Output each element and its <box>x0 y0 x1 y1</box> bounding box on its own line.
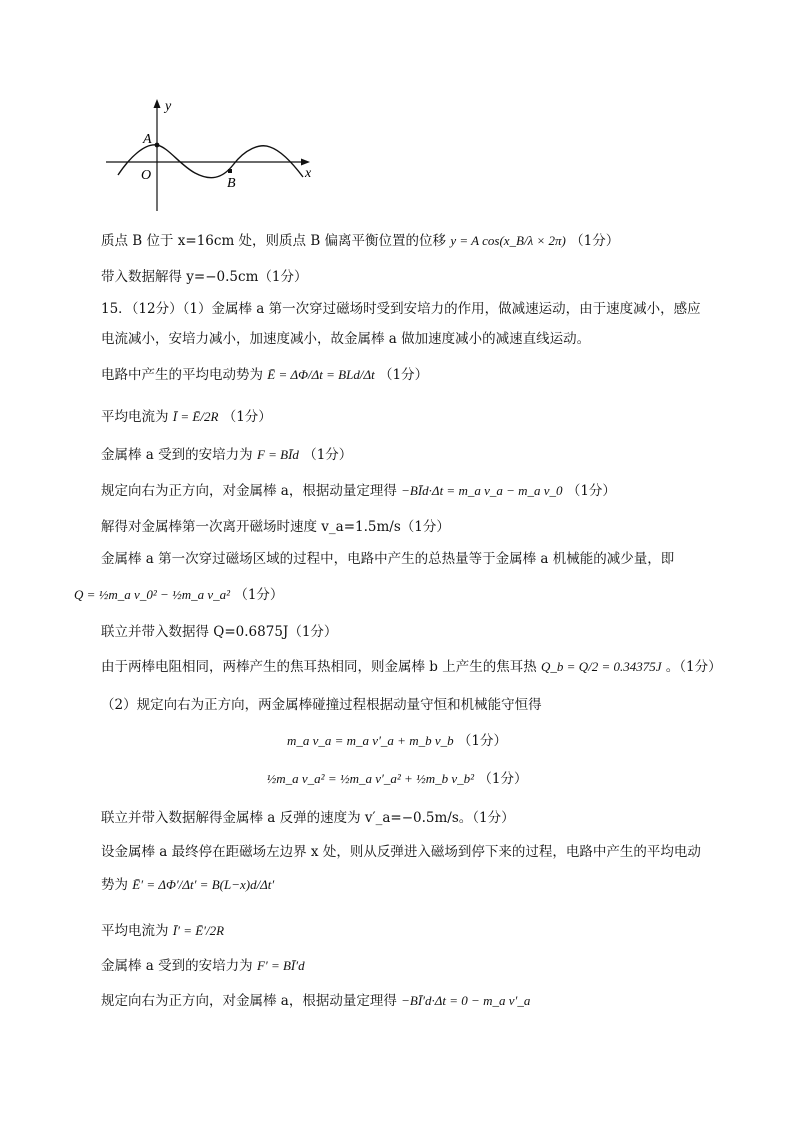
line-9 <box>101 518 450 536</box>
text-19: 势为 <box>101 877 128 893</box>
line-20 <box>101 922 224 940</box>
point-A <box>155 143 160 148</box>
text-3: 15．（12分）（1）金属棒 a 第一次穿过磁场时受到安培力的作用，做减速运动，由于速度减小，感应 <box>101 301 701 317</box>
label-A: A <box>143 132 152 147</box>
text-4: 电流减小，安培力减小，加速度减小，故金属棒 a 做加速度减小的减速直线运动。 <box>101 331 591 347</box>
text-20: 平均电流为 <box>101 923 169 939</box>
label-x: x <box>305 166 312 181</box>
eq-16: ½m_a v_a² = ½m_a v′_a² + ½m_b v_b² <box>266 771 475 786</box>
text-6: 平均电流为 <box>101 409 169 425</box>
eq-8: −BĪd·Δt = m_a v_a − m_a v_0 <box>401 483 563 498</box>
line-4 <box>101 330 590 348</box>
line-6 <box>101 408 272 426</box>
text-13: 由于两棒电阻相同，两棒产生的焦耳热相同，则金属棒 b 上产生的焦耳热 <box>101 659 537 675</box>
text-12: 联立并带入数据得 Q=0.6875J（1分） <box>101 624 338 640</box>
eq-13: Q_b = Q/2 = 0.34375J <box>541 659 662 674</box>
score-15: （1分） <box>457 733 507 749</box>
line-10 <box>101 550 674 568</box>
x-axis-arrow <box>301 159 310 166</box>
line-15 <box>0 732 794 750</box>
line-16 <box>0 770 794 788</box>
eq-7: F = BĪd <box>256 447 299 462</box>
point-B <box>228 169 232 173</box>
eq-21: F′ = BĪ′d <box>256 958 305 973</box>
text-1: 质点 B 位于 x=16cm 处，则质点 B 偏离平衡位置的位移 <box>101 233 447 249</box>
eq-15: m_a v_a = m_a v′_a + m_b v_b <box>286 733 454 748</box>
eq-20: Ī′ = Ē′/2R <box>172 923 225 938</box>
score-6: （1分） <box>222 409 272 425</box>
text-22: 规定向右为正方向，对金属棒 a，根据动量定理得 <box>101 993 397 1009</box>
line-5 <box>101 366 428 384</box>
line-19 <box>101 876 274 894</box>
score-16: （1分） <box>478 771 528 787</box>
line-11 <box>74 586 283 604</box>
text-21: 金属棒 a 受到的安培力为 <box>101 958 253 974</box>
y-axis-arrow <box>154 99 161 108</box>
label-y: y <box>165 99 172 114</box>
line-22 <box>101 992 530 1010</box>
line-2 <box>101 268 307 286</box>
score-11: （1分） <box>234 587 284 603</box>
text-17: 联立并带入数据解得金属棒 a 反弹的速度为 v′_a=−0.5m/s。（1分） <box>101 810 515 826</box>
score-8: （1分） <box>566 483 616 499</box>
line-7 <box>101 446 352 464</box>
text-10: 金属棒 a 第一次穿过磁场区域的过程中，电路中产生的总热量等于金属棒 a 机械能的减少量，即 <box>101 551 675 567</box>
line-3 <box>101 300 701 318</box>
score-7: （1分） <box>303 447 353 463</box>
text-8: 规定向右为正方向，对金属棒 a，根据动量定理得 <box>101 483 397 499</box>
line-14 <box>101 696 542 714</box>
eq-11: Q = ½m_a v_0² − ½m_a v_a² <box>74 587 231 602</box>
line-17 <box>101 809 515 827</box>
text-2: 带入数据解得 y=−0.5cm（1分） <box>101 269 308 285</box>
wave-figure <box>100 95 330 215</box>
label-B: B <box>227 176 236 191</box>
text-18: 设金属棒 a 最终停在距磁场左边界 x 处，则从反弹进入磁场到停下来的过程，电路中产生的平均电动 <box>101 844 701 860</box>
score-5: （1分） <box>378 367 429 383</box>
eq-22: −BĪ′d·Δt = 0 − m_a v′_a <box>401 993 531 1008</box>
score-13: 。（1分） <box>665 659 722 675</box>
text-9: 解得对金属棒第一次离开磁场时速度 v_a=1.5m/s（1分） <box>101 519 450 535</box>
text-5: 电路中产生的平均电动势为 <box>101 367 263 383</box>
line-13 <box>101 658 722 676</box>
line-1 <box>101 232 619 250</box>
line-12 <box>101 623 337 641</box>
text-14: （2）规定向右为正方向，两金属棒碰撞过程根据动量守恒和机械能守恒得 <box>101 697 542 713</box>
eq-5: Ē = ΔΦ/Δt = BLd/Δt <box>267 367 375 382</box>
line-18 <box>101 843 701 861</box>
score-1: （1分） <box>570 233 620 249</box>
label-O: O <box>141 168 152 183</box>
line-8 <box>101 482 616 500</box>
eq-19: Ē′ = ΔΦ′/Δt′ = B(L−x)d/Δt′ <box>132 877 275 892</box>
eq-6: Ī = Ē/2R <box>172 409 219 424</box>
eq-1: y = A cos(x_B/λ × 2π) <box>450 233 566 248</box>
text-7: 金属棒 a 受到的安培力为 <box>101 447 253 463</box>
line-21 <box>101 957 305 975</box>
